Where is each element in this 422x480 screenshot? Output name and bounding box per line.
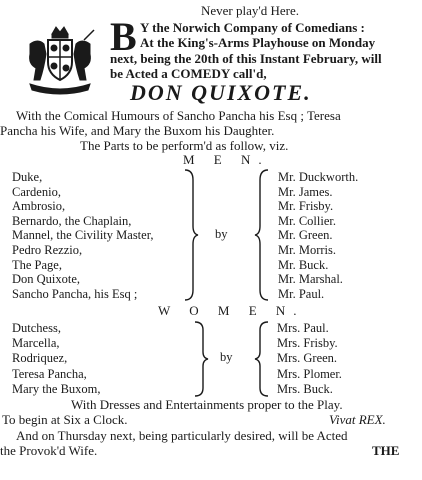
list-item: Marcella, xyxy=(12,336,60,351)
list-item: Mrs. Paul. xyxy=(277,321,329,335)
women-heading: W O M E N. xyxy=(158,303,305,318)
list-item: Mrs. Plomer. xyxy=(277,366,342,381)
men-by: by xyxy=(215,227,228,241)
list-item: Mr. Duckworth. xyxy=(278,170,359,184)
list-item: Mrs. Green. xyxy=(277,351,338,366)
list-item: Don Quixote, xyxy=(12,272,81,287)
list-item: Mr. Green. xyxy=(278,228,333,243)
vivat-rex: Vivat REX. xyxy=(329,412,386,427)
women-actors xyxy=(277,321,342,397)
date-line: next, being the 20th of this Instant February, will xyxy=(110,51,382,66)
men-roles xyxy=(12,170,154,301)
list-item: Mr. Marshal. xyxy=(278,272,343,287)
list-item: Teresa Pancha, xyxy=(12,366,87,381)
humours-line-2: Pancha his Wife, and Mary the Buxom his Daughter. xyxy=(0,123,275,138)
list-item: Rodriquez, xyxy=(12,351,68,366)
women-left-brace-icon xyxy=(193,320,209,398)
play-title: DON QUIXOTE. xyxy=(130,80,312,105)
dresses-line: With Dresses and Entertainments proper to the Play. xyxy=(71,397,343,412)
men-right-brace-icon xyxy=(254,168,270,302)
list-item: The Page, xyxy=(12,257,62,272)
next-play-line: the Provok'd Wife. xyxy=(0,443,98,458)
comedy-line: be Acted a COMEDY call'd, xyxy=(110,66,267,81)
list-item: Mr. Frisby. xyxy=(278,199,334,214)
men-left-brace-icon xyxy=(183,168,199,302)
drop-cap: B xyxy=(110,14,137,59)
list-item: Mr. Morris. xyxy=(278,242,336,257)
list-item: Cardenio, xyxy=(12,184,61,199)
list-item: Mr. Buck. xyxy=(278,257,329,272)
list-item: Mrs. Frisby. xyxy=(277,336,338,351)
thursday-line: And on Thursday next, being particularly desired, will be Acted xyxy=(16,428,348,443)
list-item: Mrs. Buck. xyxy=(277,381,333,396)
women-right-brace-icon xyxy=(254,320,270,398)
list-item: Mr. Paul. xyxy=(278,286,325,301)
never-played-note: Never play'd Here. xyxy=(201,3,299,18)
royal-coat-of-arms-icon xyxy=(22,24,98,96)
women-roles xyxy=(12,321,101,397)
men-actors xyxy=(278,170,358,301)
list-item: Duke, xyxy=(12,170,43,184)
list-item: Pedro Rezzio, xyxy=(12,242,83,257)
parts-line: The Parts to be perform'd as follow, viz. xyxy=(80,138,289,153)
catchword: THE xyxy=(372,443,400,458)
company-line: Y the Norwich Company of Comedians : xyxy=(140,20,365,35)
list-item: Dutchess, xyxy=(12,321,61,335)
list-item: Mary the Buxom, xyxy=(12,381,101,396)
men-heading: M E N. xyxy=(183,152,270,167)
playhouse-line: At the King's-Arms Playhouse on Monday xyxy=(140,35,376,50)
list-item: Sancho Pancha, his Esq ; xyxy=(12,286,138,301)
begin-time: To begin at Six a Clock. xyxy=(2,412,128,427)
list-item: Mr. James. xyxy=(278,184,333,199)
list-item: Ambrosio, xyxy=(12,199,66,214)
list-item: Mr. Collier. xyxy=(278,213,336,228)
women-by: by xyxy=(220,350,233,364)
list-item: Mannel, the Civility Master, xyxy=(12,228,154,243)
humours-line-1: With the Comical Humours of Sancho Pancha his Esq ; Teresa xyxy=(16,108,341,123)
list-item: Bernardo, the Chaplain, xyxy=(12,213,132,228)
